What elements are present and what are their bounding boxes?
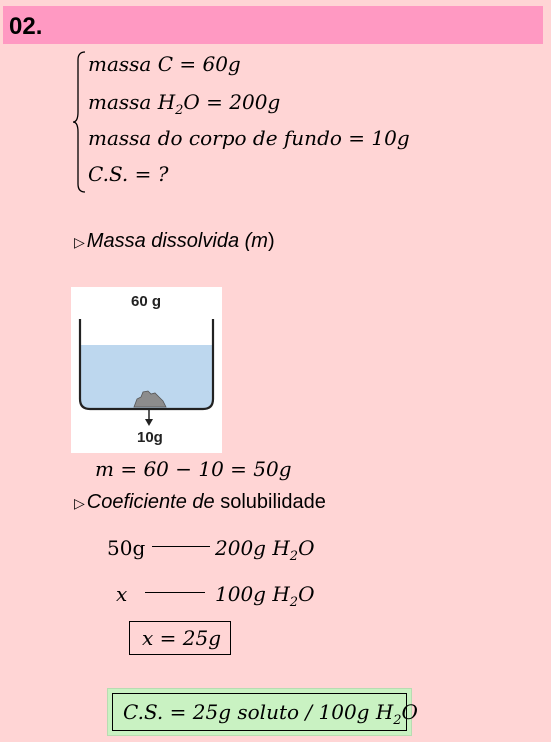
section2-title-italic: Coeficiente de: [86, 491, 215, 513]
given-cs-unknown: C.S. = ?: [88, 162, 169, 186]
final-answer-text: [123, 700, 418, 728]
given-mass-water-pre: massa H: [88, 90, 176, 114]
proportion-row1-dash: [152, 546, 210, 547]
given-mass-water-sub: 2: [175, 103, 184, 118]
problem-number: 02.: [9, 13, 43, 40]
result-box: [129, 621, 231, 655]
row2-right-pre: 100g H: [215, 582, 290, 606]
final-answer-box: [107, 688, 418, 736]
problem-header: [3, 6, 543, 44]
proportion-row2-left: x: [116, 582, 128, 606]
proportion-row2-right: [215, 582, 314, 610]
row1-right-post: O: [298, 536, 315, 560]
mass-calculation: m = 60 − 10 = 50g: [95, 457, 292, 481]
beaker-figure: [71, 287, 222, 453]
row2-right-sub: 2: [289, 595, 299, 610]
result-value: x = 25g: [142, 626, 222, 650]
given-mass-water-post: O = 200g: [183, 90, 281, 114]
proportion-row1-right: [215, 536, 314, 564]
section1-var: m: [251, 230, 268, 252]
section2-title-plain: solubilidade: [214, 491, 326, 513]
given-mass-residue: massa do corpo de fundo = 10g: [88, 126, 410, 150]
given-data-system: [72, 48, 432, 196]
beaker-bottom-label: 10g: [137, 429, 163, 446]
section-solubility-coefficient: [74, 491, 326, 514]
final-pre: C.S. = 25g soluto / 100g H: [123, 700, 394, 724]
final-post: O: [401, 700, 418, 724]
proportion-row2-dash: [145, 592, 205, 593]
beaker-top-label: 60 g: [131, 293, 162, 310]
final-answer-frame: [112, 693, 418, 731]
row1-right-pre: 200g H: [215, 536, 290, 560]
triangle-marker-icon: ▷: [74, 495, 85, 511]
given-mass-c: massa C = 60g: [88, 52, 241, 76]
triangle-marker-icon: ▷: [74, 234, 85, 250]
left-brace-icon: [72, 48, 88, 196]
section1-title: Massa dissolvida (: [86, 230, 252, 252]
arrow-down-icon: [145, 419, 153, 426]
final-sub: 2: [393, 713, 402, 728]
section1-close: ): [267, 230, 275, 252]
given-mass-water: [88, 90, 280, 118]
proportion-row1-left: 50g: [107, 536, 146, 560]
row2-right-post: O: [298, 582, 315, 606]
row1-right-sub: 2: [289, 549, 299, 564]
section-dissolved-mass: [74, 230, 275, 253]
